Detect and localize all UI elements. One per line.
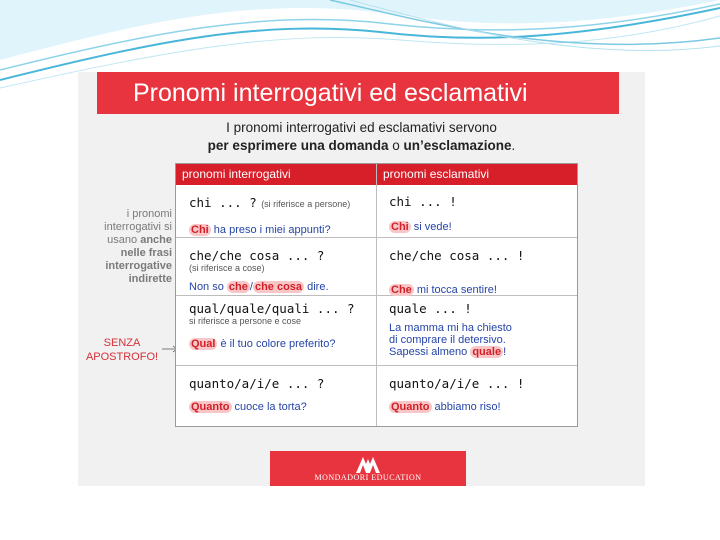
example-text: Sapessi almeno (389, 346, 471, 358)
intro-bold-domanda: per esprimere una domanda (207, 138, 389, 153)
highlighted-pronoun: Che (391, 284, 412, 296)
example-text: cuoce la torta? (231, 401, 307, 413)
page-title: Pronomi interrogativi ed esclamativi (97, 72, 619, 114)
pronoun-form: qual/quale/quali ... ? (189, 301, 355, 316)
table-cell (389, 194, 581, 233)
intro-connector: o (388, 138, 404, 153)
highlighted-pronoun: Quanto (191, 401, 230, 413)
side-note-line-bold: nelle frasi (120, 247, 172, 259)
example-text: mi tocca sentire! (413, 284, 497, 296)
example-line: La mamma mi ha chiesto (389, 322, 512, 334)
example-text: si vede! (410, 221, 452, 233)
column-header-interrogativi: pronomi interrogativi (182, 167, 291, 181)
pronoun-form: che/che cosa ... ? (189, 248, 325, 263)
intro-line-1: I pronomi interrogativi ed esclamativi servono (226, 120, 497, 135)
pronoun-form: quanto/a/i/e ... ! (389, 376, 525, 391)
usage-note: si riferisce a persone e cose (189, 316, 302, 326)
side-note (84, 208, 172, 286)
example-sentence (389, 221, 581, 233)
pronouns-table (175, 163, 578, 427)
side-note-word-bold: anche (140, 234, 172, 246)
highlighted-pronoun: Qual (191, 338, 216, 350)
usage-note: (si riferisce a persone) (261, 199, 351, 209)
example-text: ha preso i miei appunti? (210, 224, 331, 236)
example-sentence (189, 338, 381, 350)
table-cell (189, 301, 381, 350)
table-cell (189, 194, 381, 236)
example-text: è il tuo colore preferito? (217, 338, 336, 350)
highlighted-pronoun: Chi (391, 221, 409, 233)
example-sentence (189, 401, 381, 413)
highlighted-pronoun: che (228, 281, 248, 293)
publisher-name: MONDADORI EDUCATION (314, 473, 422, 482)
highlighted-pronoun: che cosa (254, 281, 303, 293)
table-cell (389, 301, 581, 358)
example-text: Non so (189, 281, 227, 293)
side-note-line: interrogativi si (104, 221, 172, 233)
row-divider (176, 237, 577, 238)
table-cell (189, 376, 381, 413)
table-cell (189, 248, 381, 293)
side-note-line: i pronomi (126, 208, 172, 220)
intro-bold-esclamazione: un’esclamazione (403, 138, 512, 153)
pronoun-form: chi ... ? (189, 195, 257, 210)
example-line: di comprare il detersivo. (389, 334, 506, 346)
side-note-line-bold: interrogative (105, 260, 172, 272)
example-sentence (389, 284, 581, 296)
intro-line-2 (78, 138, 645, 153)
mondadori-logo-icon (356, 455, 380, 473)
warning-note (82, 336, 162, 364)
example-text: ! (503, 346, 507, 358)
warning-line: SENZA (103, 337, 141, 349)
publisher-footer (270, 451, 466, 486)
side-note-word: usano (107, 234, 138, 246)
side-note-line-bold: indirette (128, 273, 172, 285)
pronoun-form: quanto/a/i/e ... ? (189, 376, 325, 391)
highlighted-pronoun: quale (472, 346, 502, 358)
row-divider (176, 365, 577, 366)
warning-line: APOSTROFO! (85, 351, 159, 363)
table-cell (389, 376, 581, 413)
usage-note: (si riferisce a cose) (189, 263, 265, 273)
table-cell (389, 248, 581, 296)
pronoun-form: che/che cosa ... ! (389, 248, 525, 263)
highlighted-pronoun: Quanto (391, 401, 430, 413)
example-sentence (189, 281, 381, 293)
example-text: dire. (304, 281, 329, 293)
pronoun-form: quale ... ! (389, 301, 472, 316)
example-sentence (389, 346, 581, 358)
example-text: abbiamo riso! (431, 401, 501, 413)
column-header-esclamativi: pronomi esclamativi (383, 167, 490, 181)
example-sentence (189, 224, 381, 236)
highlighted-pronoun: Chi (191, 224, 209, 236)
pronoun-form: chi ... ! (389, 194, 457, 209)
example-text: / (249, 281, 253, 293)
example-sentence (389, 401, 581, 413)
intro-dot: . (511, 138, 516, 153)
textbook-page (78, 72, 645, 486)
